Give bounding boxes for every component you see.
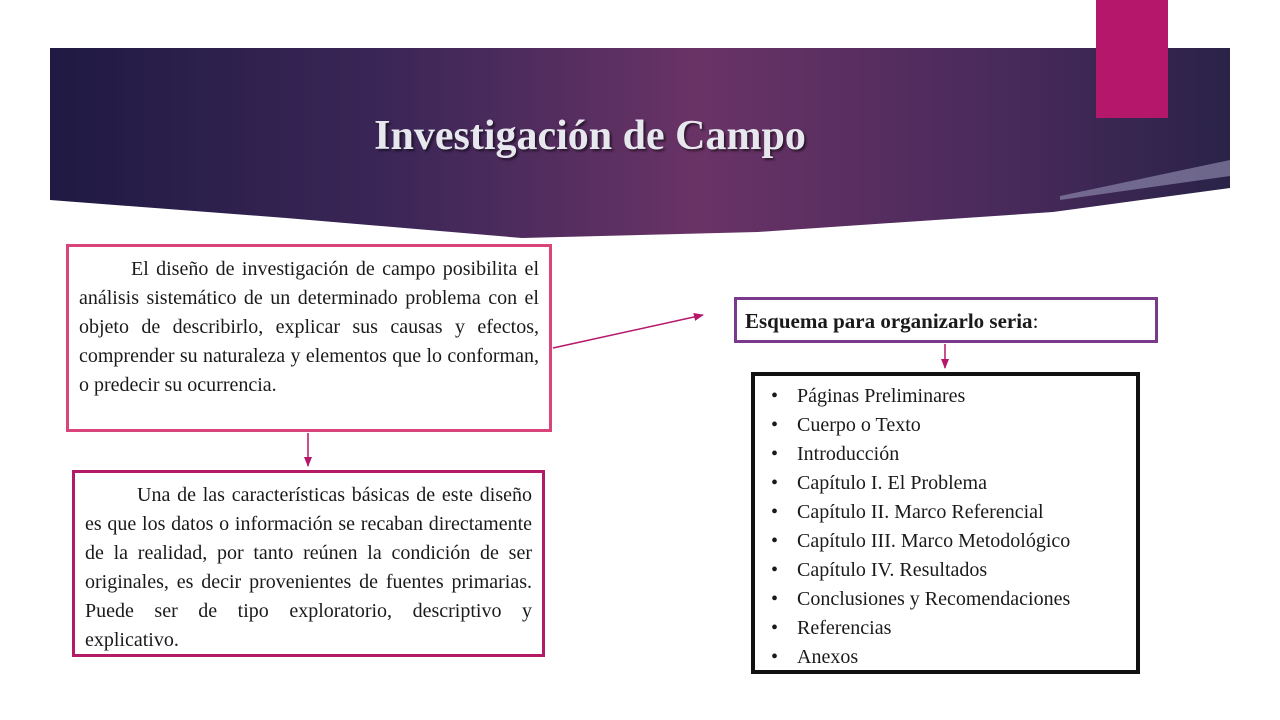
scheme-heading-box bbox=[734, 297, 1158, 343]
scheme-list bbox=[763, 382, 1130, 672]
arrow-to-scheme bbox=[553, 315, 703, 348]
list-item: • Anexos bbox=[763, 643, 1130, 672]
list-item: • Páginas Preliminares bbox=[763, 382, 1130, 411]
list-item: • Referencias bbox=[763, 614, 1130, 643]
list-item: • Cuerpo o Texto bbox=[763, 411, 1130, 440]
scheme-heading: Esquema para organizarlo seria bbox=[745, 309, 1033, 333]
definition-box bbox=[66, 244, 552, 432]
list-item: • Capítulo III. Marco Metodológico bbox=[763, 527, 1130, 556]
list-item: • Capítulo I. El Problema bbox=[763, 469, 1130, 498]
definition-text: El diseño de investigación de campo posibilita el análisis sistemático de un determinado problema con el objeto de describirlo, explicar sus causas y efectos, comprender su naturaleza y elementos que lo conforman, o predecir su ocurrencia. bbox=[79, 258, 539, 396]
list-item: • Introducción bbox=[763, 440, 1130, 469]
list-item: • Capítulo IV. Resultados bbox=[763, 556, 1130, 585]
scheme-list-box bbox=[751, 372, 1140, 674]
list-item: • Capítulo II. Marco Referencial bbox=[763, 498, 1130, 527]
scheme-heading-colon: : bbox=[1032, 309, 1039, 333]
characteristics-box bbox=[72, 470, 545, 657]
characteristics-text: Una de las características básicas de este diseño es que los datos o información se recaban directamente de la realidad, por tanto reúnen la condición de ser originales, es decir provenientes de fuentes primarias. Puede ser de tipo exploratorio, descriptivo y explicativo. bbox=[85, 484, 532, 651]
list-item: • Conclusiones y Recomendaciones bbox=[763, 585, 1130, 614]
accent-tab bbox=[1096, 0, 1168, 118]
slide-title: Investigación de Campo bbox=[374, 113, 806, 159]
